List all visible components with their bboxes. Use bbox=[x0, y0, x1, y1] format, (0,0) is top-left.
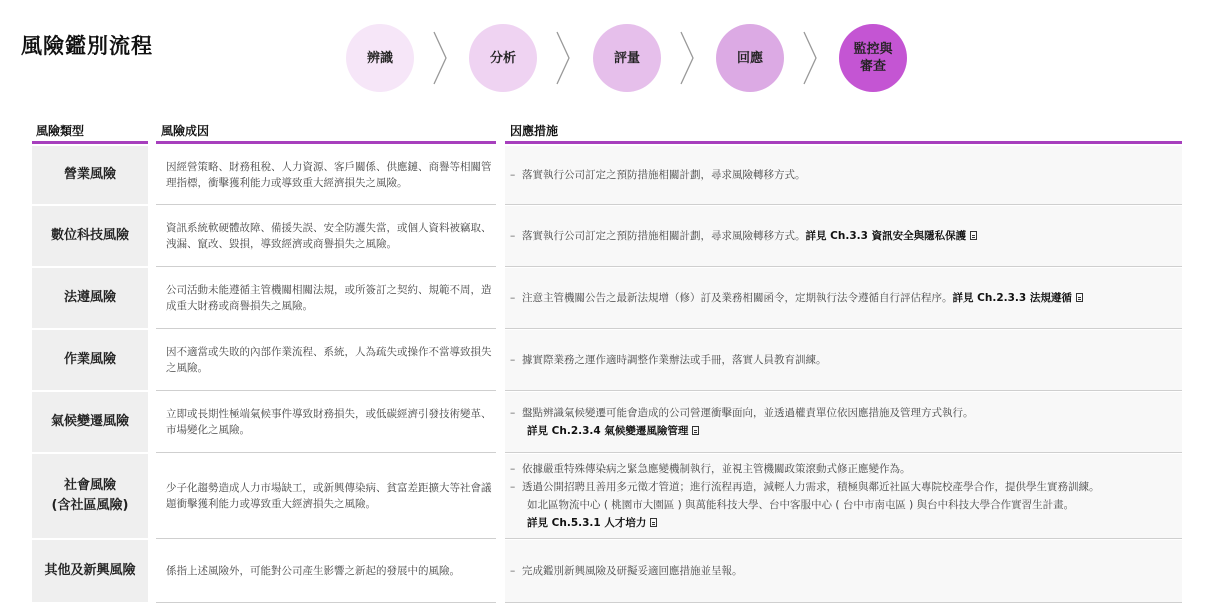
measure-cell: – 注意主管機關公告之最新法規增（修）訂及業務相關函令，定期執行法令遵循自行評估程序。詳見 Ch.2.3.3 法規遵循 bbox=[505, 268, 1182, 328]
risk-type-cell: 社會風險 (含社區風險) bbox=[32, 454, 148, 538]
risk-cause-cell: 少子化趨勢造成人力市場缺工，或新興傳染病、貧富差距擴大等社會議題衝擊獲利能力或導致重大經濟損失之風險。 bbox=[166, 482, 492, 510]
chapter-reference-link[interactable]: 詳見 Ch.5.3.1 人才培力 bbox=[527, 517, 647, 529]
risk-cause-cell: 因不適當或失敗的內部作業流程、系統，人為疏失或操作不當導致損失之風險。 bbox=[166, 346, 492, 374]
header-underline bbox=[156, 141, 496, 144]
flow-step-analyze: 分析 bbox=[469, 24, 537, 92]
header-risk-type: 風險類型 bbox=[36, 124, 85, 138]
risk-process-flow bbox=[346, 24, 906, 92]
risk-type-cell: 數位科技風險 bbox=[32, 206, 148, 266]
table-row bbox=[0, 146, 1215, 204]
table-row bbox=[0, 206, 1215, 266]
measure-cell: – 據實際業務之運作適時調整作業辦法或手冊，落實人員教育訓練。 bbox=[505, 330, 1182, 390]
document-icon[interactable] bbox=[692, 426, 699, 435]
flow-step-evaluate: 評量 bbox=[593, 24, 661, 92]
chapter-reference-link[interactable]: 詳見 Ch.3.3 資訊安全與隱私保護 bbox=[805, 230, 967, 242]
document-icon[interactable] bbox=[1076, 293, 1083, 302]
measure-cell: – 落實執行公司訂定之預防措施相關計劃，尋求風險轉移方式。詳見 Ch.3.3 資訊安全與隱私保護 bbox=[505, 206, 1182, 266]
risk-cause-cell: 立即或長期性極端氣候事件導致財務損失，或低碳經濟引發技術變革、市場變化之風險。 bbox=[166, 408, 492, 436]
risk-type-cell: 作業風險 bbox=[32, 330, 148, 390]
header-measures: 因應措施 bbox=[510, 124, 559, 138]
risk-cause-cell: 資訊系統軟硬體故障、備援失誤、安全防護失當，或個人資料被竊取、洩漏、竄改、毀損，導致經濟或商譽損失之風險。 bbox=[166, 222, 492, 250]
risk-cause-cell: 係指上述風險外，可能對公司產生影響之新起的發展中的風險。 bbox=[166, 565, 460, 577]
table-row bbox=[0, 330, 1215, 390]
header-underline bbox=[32, 141, 148, 144]
risk-type-cell: 營業風險 bbox=[32, 146, 148, 204]
chapter-reference-link[interactable]: 詳見 Ch.2.3.3 法規遵循 bbox=[952, 292, 1072, 304]
measure-cell: – 完成鑑別新興風險及研擬妥適回應措施並呈報。 bbox=[505, 540, 1182, 602]
header-risk-cause: 風險成因 bbox=[161, 124, 210, 138]
risk-cause-cell: 公司活動未能遵循主管機關相關法規，或所簽訂之契約、規範不周，造成重大財務或商譽損失之風險。 bbox=[166, 284, 492, 312]
table-row bbox=[0, 454, 1215, 538]
chevron-right-icon bbox=[555, 30, 571, 86]
risk-type-cell: 其他及新興風險 bbox=[32, 540, 148, 602]
risk-type-cell: 氣候變遷風險 bbox=[32, 392, 148, 452]
document-icon[interactable] bbox=[970, 231, 977, 240]
flow-step-respond: 回應 bbox=[716, 24, 784, 92]
measure-cell: – 盤點辨識氣候變遷可能會造成的公司營運衝擊面向，並透過權責單位依因應措施及管理方式執行。 詳見 Ch.2.3.4 氣候變遷風險管理 bbox=[505, 392, 1182, 452]
header-underline bbox=[505, 141, 1182, 144]
risk-cause-cell: 因經營策略、財務租稅、人力資源、客戶關係、供應鏈、商譽等相關管理指標，衝擊獲利能力或導致重大經濟損失之風險。 bbox=[166, 161, 492, 189]
flow-step-identify: 辨識 bbox=[346, 24, 414, 92]
table-row bbox=[0, 268, 1215, 328]
flow-step-monitor: 監控與 審查 bbox=[839, 24, 907, 92]
table-row bbox=[0, 540, 1215, 602]
table-row bbox=[0, 392, 1215, 452]
measure-cell: – 依據嚴重特殊傳染病之緊急應變機制執行，並視主管機關政策滾動式修正應變作為。 – 透過公開招聘且善用多元徵才管道；進行流程再造，減輕人力需求，積極與鄰近社區大專院校產學合作，提供學生實務訓練。 如北區物流中心 ( 桃園市大園區 ) 與萬能科技大學、台中客服中心 ( 台中市南屯區 ) 與台中科技大學合作實習生計畫。 詳見 Ch.5.3.1 人才培力 bbox=[505, 454, 1182, 538]
risk-type-cell: 法遵風險 bbox=[32, 268, 148, 328]
chevron-right-icon bbox=[432, 30, 448, 86]
document-icon[interactable] bbox=[650, 518, 657, 527]
chapter-reference-link[interactable]: 詳見 Ch.2.3.4 氣候變遷風險管理 bbox=[527, 425, 689, 437]
measure-cell: – 落實執行公司訂定之預防措施相關計劃，尋求風險轉移方式。 bbox=[505, 146, 1182, 204]
page-title: 風險鑑別流程 bbox=[21, 34, 153, 58]
chevron-right-icon bbox=[802, 30, 818, 86]
chevron-right-icon bbox=[679, 30, 695, 86]
